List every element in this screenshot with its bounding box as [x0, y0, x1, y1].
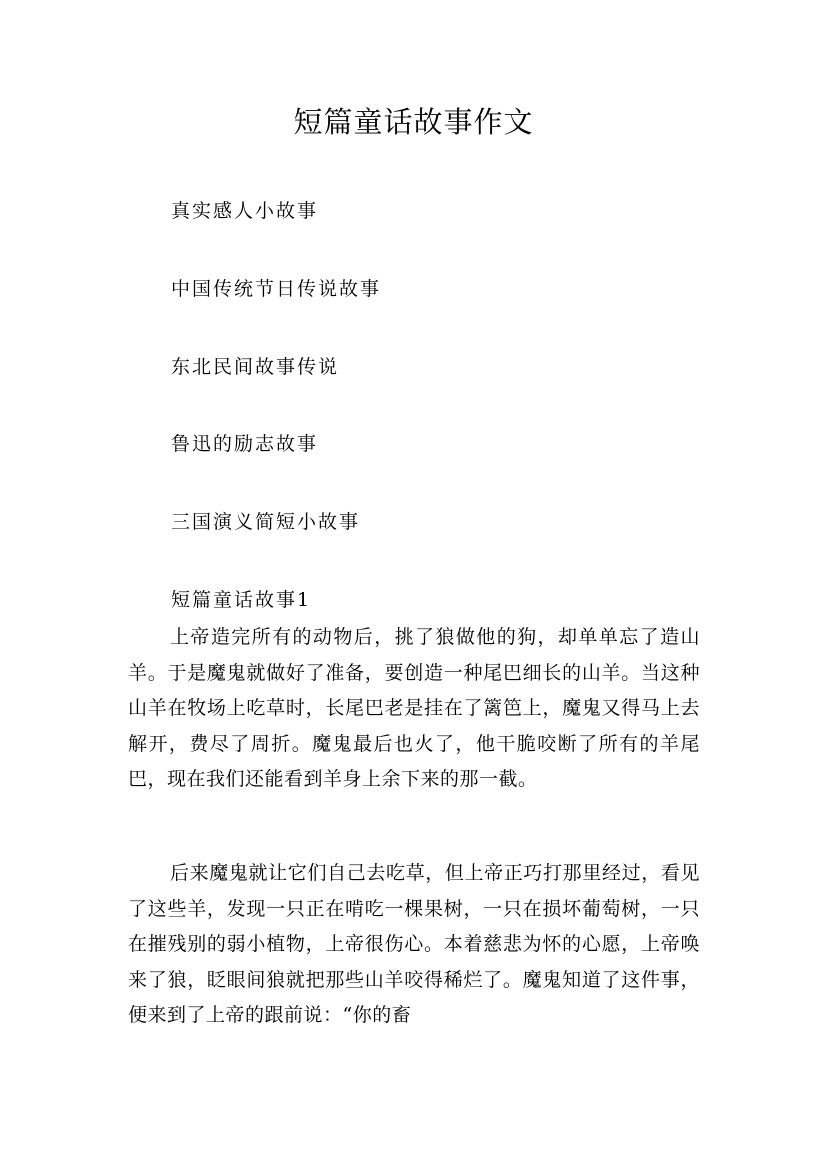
- toc-item-2: 中国传统节日传说故事: [171, 278, 382, 300]
- section-heading: 短篇童话故事1: [171, 589, 312, 611]
- toc-item-4: 鲁迅的励志故事: [171, 433, 319, 455]
- body-paragraph-2: 后来魔鬼就让它们自己去吃草，但上帝正巧打那里经过，看见了这些羊，发现一只正在啃吃一棵果树，一只在损坏葡萄树，一只在摧残别的弱小植物，上帝很伤心。本着慈悲为怀的心愿，上帝唤来了狼，眨眼间狼就把那些山羊咬得稀烂了。魔鬼知道了这件事，便来到了上帝的跟前说：“你的畜: [128, 862, 700, 1027]
- toc-item-3: 东北民间故事传说: [171, 356, 340, 378]
- toc-item-1: 真实感人小故事: [171, 200, 319, 222]
- toc-item-5: 三国演义简短小故事: [171, 511, 361, 533]
- body-paragraph-1: 上帝造完所有的动物后，挑了狼做他的狗，却单单忘了造山羊。于是魔鬼就做好了准备，要创造一种尾巴细长的山羊。当这种山羊在牧场上吃草时，长尾巴老是挂在了篱笆上，魔鬼又得马上去解开，费尽了周折。魔鬼最后也火了，他干脆咬断了所有的羊尾巴，现在我们还能看到羊身上余下来的那一截。: [128, 626, 700, 791]
- page-title: 短篇童话故事作文: [293, 105, 534, 139]
